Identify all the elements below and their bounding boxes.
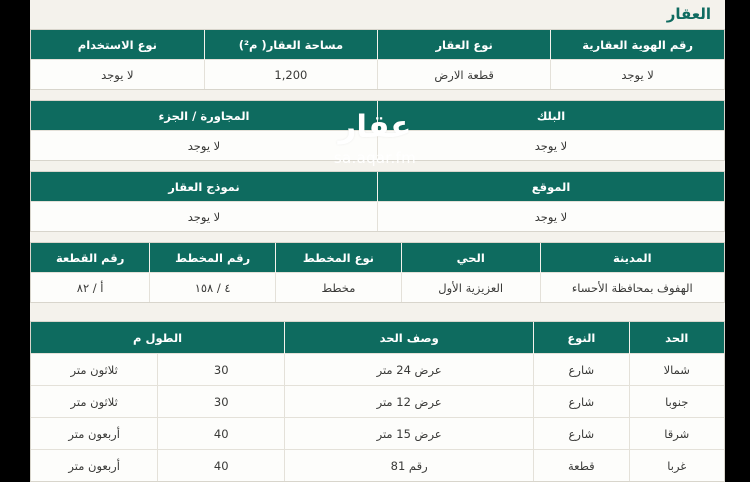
cell-limit-length-words: أربعون متر (31, 450, 158, 482)
cell-limit: جنوبا (629, 386, 724, 418)
cell-limit: غربا (629, 450, 724, 482)
table-row (31, 386, 724, 418)
cell-property-model: لا يوجد (31, 202, 378, 232)
cell-limit-description: عرض 12 متر (285, 386, 534, 418)
col-property-area: مساحة العقار( م²) (204, 30, 377, 60)
cell-limit-length-words: ثلاثون متر (31, 354, 158, 386)
col-neighborhood-part: المجاورة / الجزء (31, 101, 378, 131)
table-header-row (31, 101, 724, 131)
col-city: المدينة (540, 243, 724, 273)
cell-limit: شرقا (629, 418, 724, 450)
block-table (30, 100, 725, 161)
plan-table (30, 242, 725, 303)
cell-limit-length-number: 40 (158, 418, 285, 450)
cell-neighborhood-part: لا يوجد (31, 131, 378, 161)
cell-limit-kind: شارع (534, 386, 629, 418)
cell-limit-length-number: 30 (158, 354, 285, 386)
col-location: الموقع (378, 172, 725, 202)
limits-table (30, 321, 725, 482)
col-plan-number: رقم المخطط (150, 243, 276, 273)
table-header-row (31, 322, 724, 354)
cell-property-type: قطعة الارض (378, 60, 551, 90)
cell-limit-description: عرض 15 متر (285, 418, 534, 450)
table-header-row (31, 30, 724, 60)
cell-block: لا يوجد (378, 131, 725, 161)
cell-limit: شمالا (629, 354, 724, 386)
cell-limit-length-number: 30 (158, 386, 285, 418)
right-letterbox (725, 0, 750, 471)
cell-plan-number: ٤ / ١٥٨ (150, 273, 276, 303)
property-table (30, 29, 725, 90)
col-usage-type: نوع الاستخدام (31, 30, 204, 60)
col-property-id: رقم الهوية العقارية (551, 30, 724, 60)
col-block: البلك (378, 101, 725, 131)
cell-limit-length-words: أربعون متر (31, 418, 158, 450)
cell-parcel-number: أ / ٨٢ (31, 273, 150, 303)
cell-limit-description: عرض 24 متر (285, 354, 534, 386)
col-district: الحي (401, 243, 540, 273)
cell-property-id: لا يوجد (551, 60, 724, 90)
col-limit: الحد (629, 322, 724, 354)
cell-limit-kind: شارع (534, 418, 629, 450)
cell-usage-type: لا يوجد (31, 60, 204, 90)
cell-limit-description: رقم 81 (285, 450, 534, 482)
location-table (30, 171, 725, 232)
table-header-row (31, 243, 724, 273)
cell-limit-length-number: 40 (158, 450, 285, 482)
cell-limit-kind: قطعة (534, 450, 629, 482)
watermark-logo: عقار (338, 109, 412, 145)
col-limit-length: الطول م (31, 322, 285, 354)
table-row (31, 202, 724, 232)
table-row (31, 60, 724, 90)
table-row (31, 131, 724, 161)
table-row (31, 273, 724, 303)
table-row (31, 418, 724, 450)
col-property-type: نوع العقار (378, 30, 551, 60)
col-plan-type: نوع المخطط (276, 243, 402, 273)
cell-property-area: 1,200 (204, 60, 377, 90)
col-property-model: نموذج العقار (31, 172, 378, 202)
page-title: العقار (666, 5, 711, 23)
cell-limit-length-words: ثلاثون متر (31, 386, 158, 418)
table-row (31, 354, 724, 386)
document-sheet (30, 0, 725, 471)
cell-city: الهفوف بمحافظة الأحساء (540, 273, 724, 303)
col-limit-description: وصف الحد (285, 322, 534, 354)
col-parcel-number: رقم القطعة (31, 243, 150, 273)
table-row (31, 450, 724, 482)
watermark-url: sa.aqar.fm (333, 149, 417, 167)
col-limit-kind: النوع (534, 322, 629, 354)
left-letterbox (0, 0, 30, 471)
cell-location: لا يوجد (378, 202, 725, 232)
table-header-row (31, 172, 724, 202)
cell-district: العزيزية الأول (401, 273, 540, 303)
cell-limit-kind: شارع (534, 354, 629, 386)
cell-plan-type: مخطط (276, 273, 402, 303)
